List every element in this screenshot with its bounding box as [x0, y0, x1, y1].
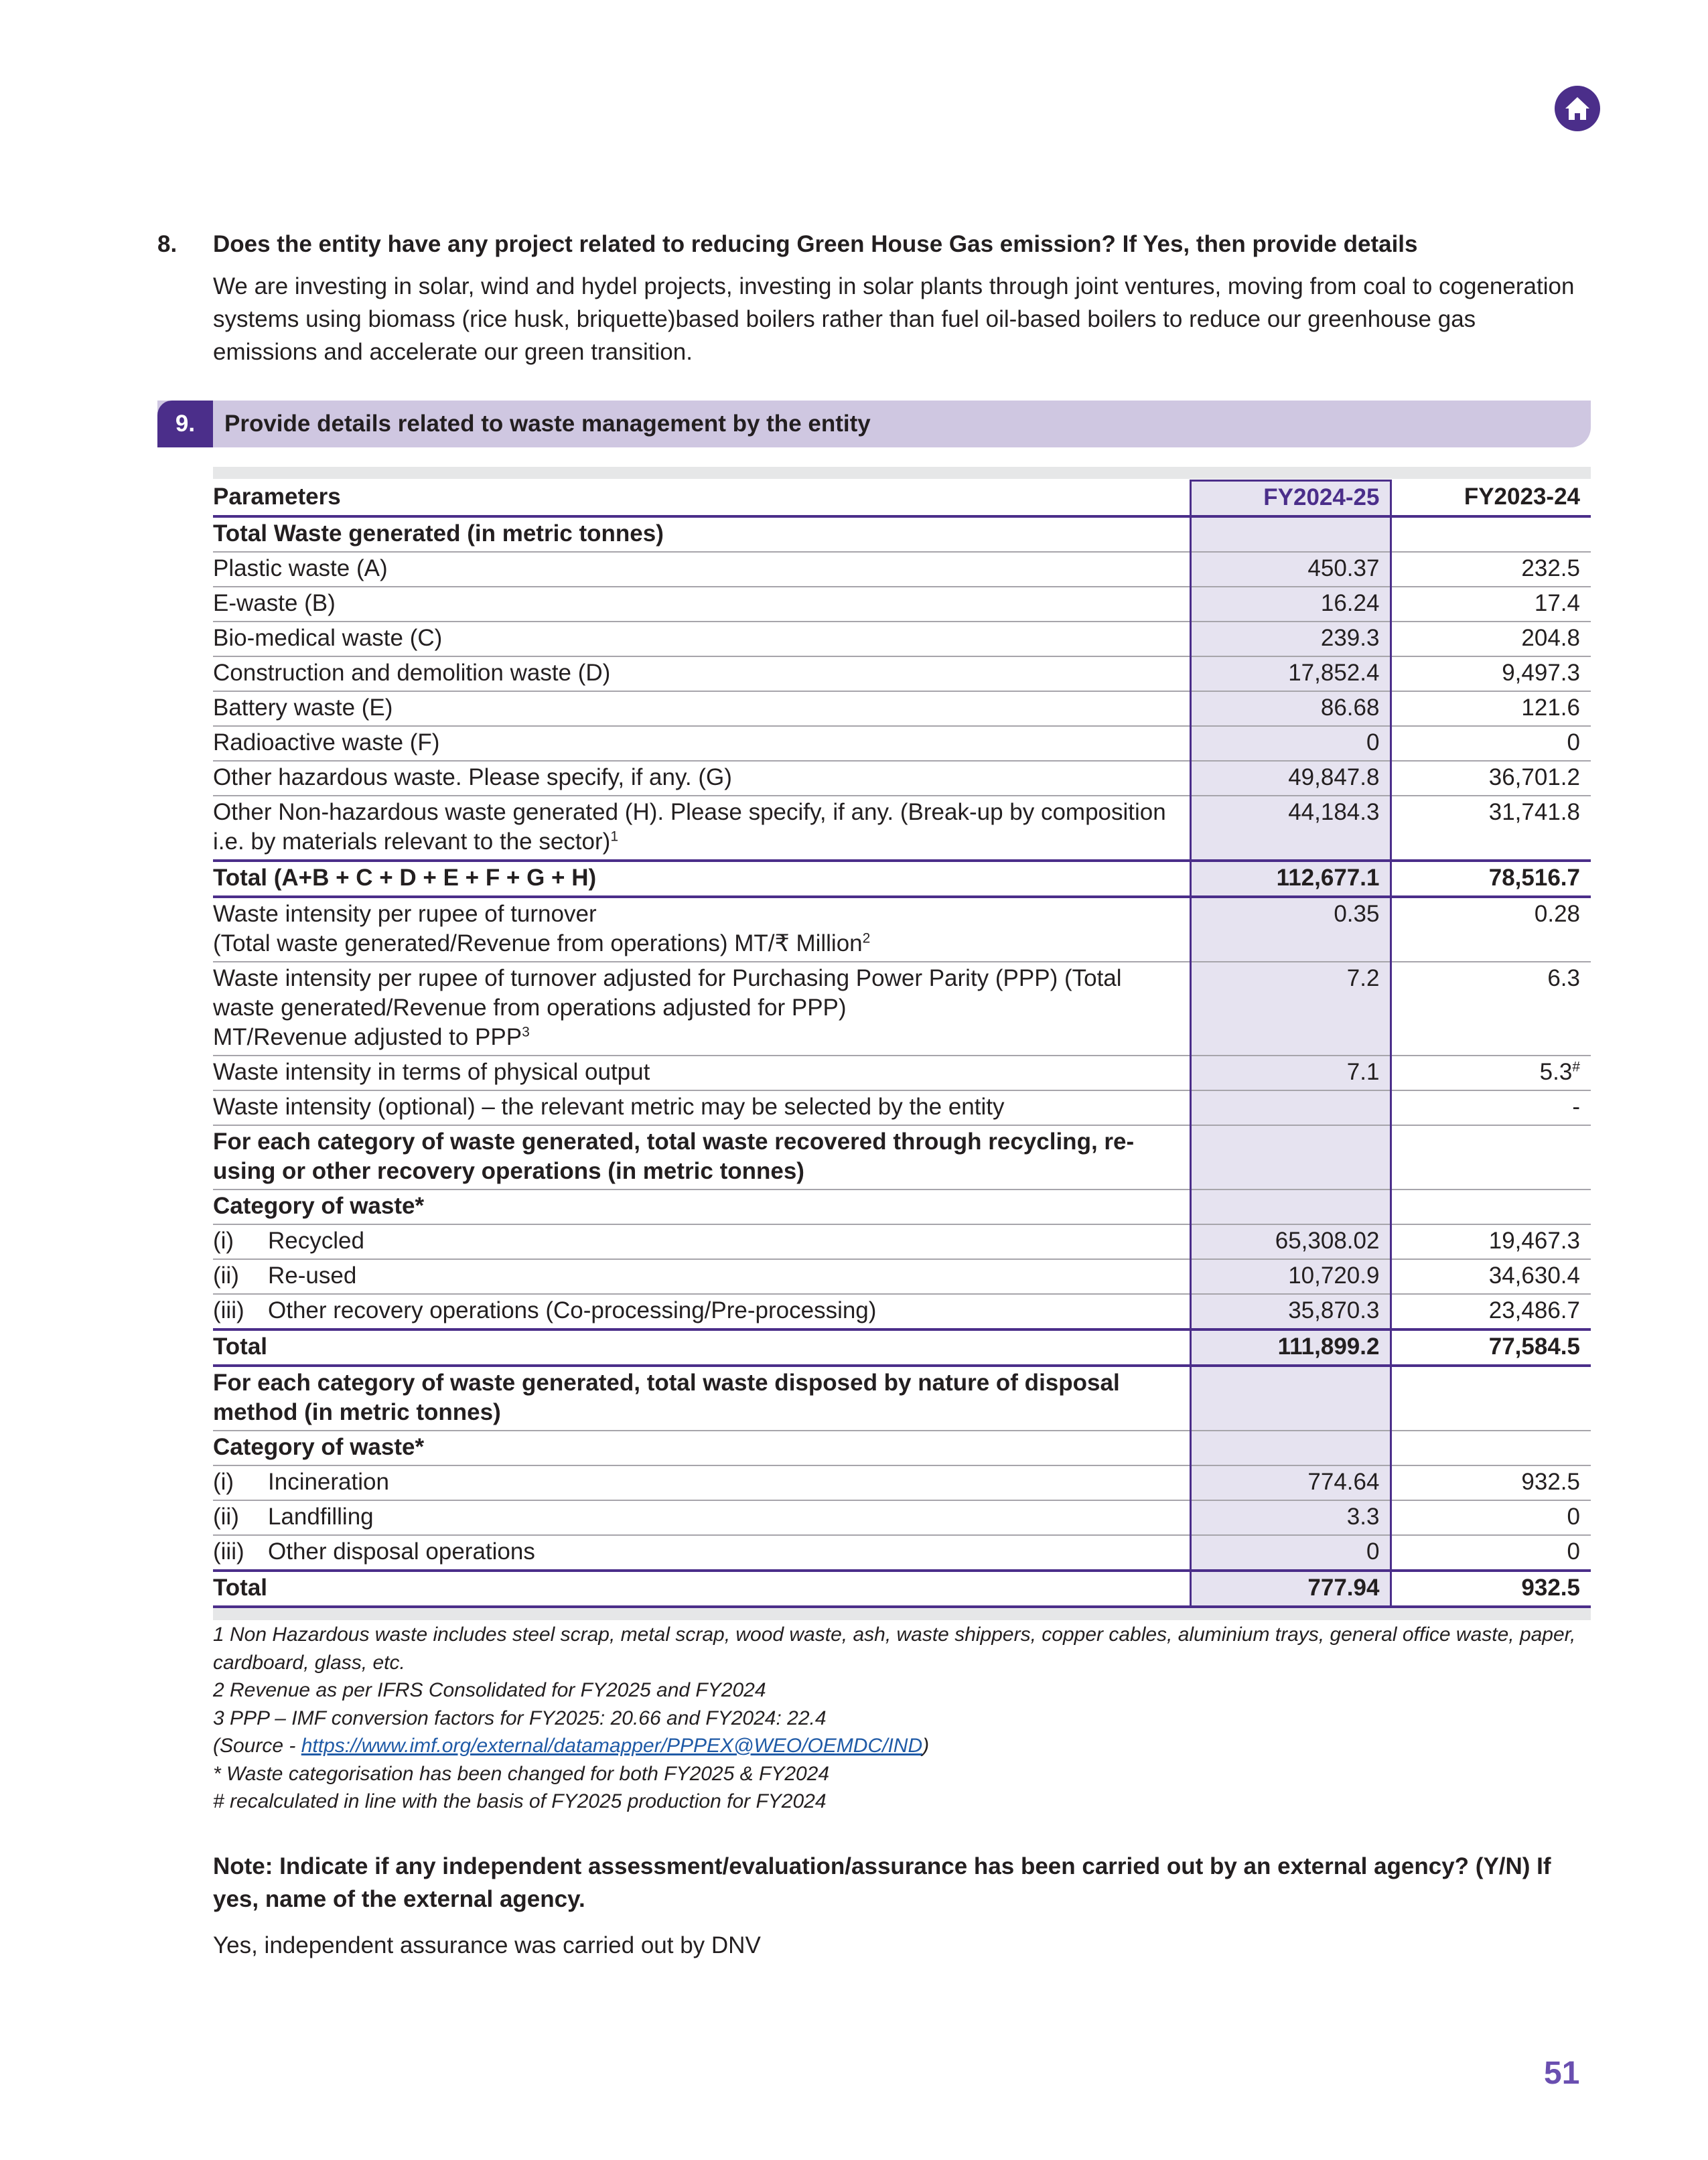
parameter-cell — [213, 1431, 1191, 1465]
fy2023-24-value — [1391, 897, 1591, 962]
parameter-label: Other disposal operations — [268, 1538, 535, 1565]
fy2024-25-value — [1191, 861, 1391, 897]
fy2024-25-value — [1191, 656, 1391, 691]
parameter-cell — [213, 861, 1191, 897]
fy2024-25-value — [1191, 587, 1391, 622]
fy2024-25-value — [1191, 516, 1391, 552]
fy2024-25-value — [1191, 796, 1391, 861]
parameter-label: Plastic waste (A) — [213, 555, 388, 581]
section-title: Provide details related to waste management by the entity — [224, 411, 871, 437]
row-index: (i) — [213, 1469, 234, 1495]
fy2024-25-value — [1191, 1500, 1391, 1535]
value: 450.37 — [1307, 555, 1380, 581]
parameter-cell — [213, 622, 1191, 656]
value: 86.68 — [1320, 695, 1380, 721]
parameter-label: Waste intensity in terms of physical output — [213, 1059, 650, 1085]
imf-source-link[interactable]: https://www.imf.org/external/datamapper/PPPEX@WEO/OEMDC/IND — [301, 1735, 923, 1757]
assurance-note-question: Note: Indicate if any independent assessment/evaluation/assurance has been carried out by an external agency? (Y/N) If yes, name of the external agency. — [213, 1853, 1551, 1912]
table-row — [213, 1224, 1591, 1259]
fy2023-24-value — [1391, 761, 1591, 796]
table-total-row — [213, 861, 1591, 897]
value: 121.6 — [1521, 695, 1580, 721]
parameter-cell — [213, 516, 1191, 552]
value: 0 — [1567, 1504, 1580, 1530]
value: 239.3 — [1320, 625, 1380, 651]
value: 49,847.8 — [1288, 764, 1380, 790]
parameter-label: Waste intensity (optional) – the relevant metric may be selected by the entity — [213, 1094, 1005, 1120]
fy2024-25-value — [1191, 1366, 1391, 1431]
parameter-cell — [213, 897, 1191, 962]
section-9-header — [157, 401, 1591, 447]
value: 932.5 — [1521, 1469, 1580, 1495]
fy2023-24-value — [1391, 691, 1591, 726]
table-row — [213, 622, 1591, 656]
value: 78,516.7 — [1488, 865, 1580, 891]
parameter-cell — [213, 1125, 1191, 1190]
fy2024-25-value — [1191, 1190, 1391, 1224]
fy2023-24-value — [1391, 1259, 1591, 1294]
row-index: (iii) — [213, 1297, 244, 1323]
parameter-cell — [213, 1190, 1191, 1224]
table-bottom-strip — [213, 1608, 1591, 1620]
parameter-label: For each category of waste generated, total waste recovered through recycling, re-using or other recovery operations (in metric tonnes) — [213, 1129, 1135, 1184]
parameter-cell — [213, 726, 1191, 761]
table-row — [213, 962, 1591, 1056]
question-answer: We are investing in solar, wind and hydel projects, investing in solar plants through joint ventures, moving from coal to cogeneration systems using biomass (rice husk, briquette)based boilers rather than fuel oil-based boilers to reduce our greenhouse gas emissions and accelerate our green transition. — [213, 273, 1575, 365]
value: 0.35 — [1334, 901, 1380, 927]
fy2024-25-value — [1191, 761, 1391, 796]
parameter-cell — [213, 1571, 1191, 1607]
table-row — [213, 1500, 1591, 1535]
parameter-label: Bio-medical waste (C) — [213, 625, 443, 651]
parameter-label: Total (A+B + C + D + E + F + G + H) — [213, 865, 597, 891]
value: 36,701.2 — [1488, 764, 1580, 790]
fy2023-24-value — [1391, 1366, 1591, 1431]
fy2024-25-value — [1191, 726, 1391, 761]
value: 932.5 — [1521, 1575, 1580, 1601]
fy2024-25-value — [1191, 1535, 1391, 1571]
value: 7.1 — [1346, 1059, 1380, 1085]
value: 111,899.2 — [1277, 1334, 1380, 1360]
value: 23,486.7 — [1488, 1297, 1580, 1323]
parameter-label: Other recovery operations (Co-processing/Pre-processing) — [268, 1297, 877, 1323]
fy2024-25-value — [1191, 1224, 1391, 1259]
fy2024-25-value — [1191, 1259, 1391, 1294]
parameter-cell — [213, 761, 1191, 796]
table-row — [213, 516, 1591, 552]
question-title: Does the entity have any project related to reducing Green House Gas emission? If Yes, then provide details — [213, 231, 1418, 257]
column-header-fy2023-24: FY2023-24 — [1391, 481, 1591, 517]
fy2023-24-value — [1391, 516, 1591, 552]
home-icon — [1563, 95, 1591, 122]
value: 35,870.3 — [1288, 1297, 1380, 1323]
value: 777.94 — [1307, 1575, 1380, 1601]
footnote-1: 1 Non Hazardous waste includes steel scrap, metal scrap, wood waste, ash, waste shippers, copper cables, aluminium trays, general office waste, paper, cardboard, glass, etc. — [213, 1624, 1576, 1674]
footnote-3: 3 PPP – IMF conversion factors for FY2025: 20.66 and FY2024: 22.4 — [213, 1707, 827, 1729]
value: 0 — [1567, 729, 1580, 755]
parameter-cell — [213, 552, 1191, 587]
footnote-ref: # — [1572, 1059, 1580, 1075]
footnotes — [213, 1621, 1593, 1816]
value: 6.3 — [1547, 965, 1580, 991]
footnote-ref: 1 — [610, 829, 618, 845]
parameter-cell — [213, 1500, 1191, 1535]
fy2023-24-value — [1391, 1190, 1591, 1224]
value: 232.5 — [1521, 555, 1580, 581]
table-row — [213, 1125, 1591, 1190]
value: 77,584.5 — [1488, 1334, 1580, 1360]
waste-management-table — [213, 480, 1591, 1608]
fy2023-24-value — [1391, 796, 1591, 861]
parameter-cell — [213, 1090, 1191, 1125]
fy2024-25-value — [1191, 1465, 1391, 1500]
fy2024-25-value — [1191, 1056, 1391, 1090]
table-top-strip — [213, 467, 1591, 479]
value: 16.24 — [1320, 590, 1380, 616]
parameter-label: For each category of waste generated, total waste disposed by nature of disposal method (in metric tonnes) — [213, 1370, 1120, 1425]
column-header-parameters: Parameters — [213, 481, 1191, 517]
parameter-cell — [213, 1535, 1191, 1571]
fy2023-24-value — [1391, 1090, 1591, 1125]
parameter-label: Total — [213, 1334, 268, 1360]
value: 3.3 — [1346, 1504, 1380, 1530]
value: 65,308.02 — [1275, 1228, 1380, 1254]
parameter-label: Re-used — [268, 1263, 357, 1289]
value: 44,184.3 — [1288, 799, 1380, 825]
parameter-label: Total Waste generated (in metric tonnes) — [213, 520, 664, 547]
value: 17.4 — [1534, 590, 1580, 616]
value: 17,852.4 — [1288, 660, 1380, 686]
fy2024-25-value — [1191, 962, 1391, 1056]
footnote-star: * Waste categorisation has been changed for both FY2025 & FY2024 — [213, 1762, 830, 1785]
table-row — [213, 1366, 1591, 1431]
parameter-label: Recycled — [268, 1228, 364, 1254]
table-row — [213, 1190, 1591, 1224]
table-row — [213, 897, 1591, 962]
table-total-row — [213, 1571, 1591, 1607]
parameter-cell — [213, 1329, 1191, 1366]
parameter-label: Total — [213, 1575, 268, 1601]
parameter-cell — [213, 656, 1191, 691]
parameter-label: Category of waste* — [213, 1434, 425, 1460]
fy2023-24-value — [1391, 1224, 1591, 1259]
parameter-label: Other hazardous waste. Please specify, if any. (G) — [213, 764, 732, 790]
value: 204.8 — [1521, 625, 1580, 651]
parameter-cell — [213, 962, 1191, 1056]
fy2024-25-value — [1191, 1431, 1391, 1465]
parameter-label: E-waste (B) — [213, 590, 336, 616]
fy2023-24-value — [1391, 726, 1591, 761]
footnote-ref: 2 — [862, 930, 871, 946]
row-index: (iii) — [213, 1538, 244, 1565]
parameter-label: Radioactive waste (F) — [213, 729, 440, 755]
fy2024-25-value — [1191, 1090, 1391, 1125]
table-row — [213, 796, 1591, 861]
fy2023-24-value — [1391, 622, 1591, 656]
value: 0 — [1366, 729, 1380, 755]
home-button[interactable] — [1555, 86, 1600, 131]
footnote-2: 2 Revenue as per IFRS Consolidated for FY2025 and FY2024 — [213, 1679, 766, 1701]
fy2023-24-value — [1391, 1465, 1591, 1500]
table-row — [213, 691, 1591, 726]
fy2023-24-value — [1391, 861, 1591, 897]
table-row — [213, 1294, 1591, 1329]
table-row — [213, 761, 1591, 796]
fy2024-25-value — [1191, 1571, 1391, 1607]
value: 5.3 — [1539, 1059, 1573, 1085]
parameter-label-line2: (Total waste generated/Revenue from operations) MT/₹ Million — [213, 930, 863, 956]
parameter-cell — [213, 1056, 1191, 1090]
footnote-ref: 3 — [522, 1024, 530, 1040]
fy2023-24-value — [1391, 1294, 1591, 1329]
value: 34,630.4 — [1488, 1263, 1580, 1289]
table-row — [213, 1090, 1591, 1125]
parameter-cell — [213, 691, 1191, 726]
fy2024-25-value — [1191, 1294, 1391, 1329]
fy2024-25-value — [1191, 552, 1391, 587]
table-header-row — [213, 481, 1591, 517]
parameter-label: Category of waste* — [213, 1193, 425, 1219]
fy2023-24-value — [1391, 1500, 1591, 1535]
column-header-fy2024-25: FY2024-25 — [1191, 481, 1391, 517]
question-number: 8. — [157, 231, 177, 257]
value: 19,467.3 — [1488, 1228, 1580, 1254]
fy2023-24-value — [1391, 1056, 1591, 1090]
parameter-label: Waste intensity per rupee of turnover — [213, 901, 597, 927]
value: 0 — [1366, 1538, 1380, 1565]
fy2024-25-value — [1191, 691, 1391, 726]
value: 0.28 — [1534, 901, 1580, 927]
table-row — [213, 552, 1591, 587]
fy2023-24-value — [1391, 1329, 1591, 1366]
fy2024-25-value — [1191, 622, 1391, 656]
fy2024-25-value — [1191, 1125, 1391, 1190]
fy2023-24-value — [1391, 587, 1591, 622]
fy2023-24-value — [1391, 656, 1591, 691]
footnote-source: (Source - https://www.imf.org/external/datamapper/PPPEX@WEO/OEMDC/IND) — [213, 1735, 930, 1757]
parameter-cell — [213, 587, 1191, 622]
fy2024-25-value — [1191, 897, 1391, 962]
parameter-cell — [213, 1259, 1191, 1294]
section-number: 9. — [157, 401, 213, 447]
fy2023-24-value — [1391, 1431, 1591, 1465]
table-row — [213, 587, 1591, 622]
value: 10,720.9 — [1288, 1263, 1380, 1289]
fy2023-24-value — [1391, 962, 1591, 1056]
parameter-label: Other Non-hazardous waste generated (H). Please specify, if any. (Break-up by composition i.e. by materials relevant to the sector) — [213, 799, 1166, 855]
table-row — [213, 1465, 1591, 1500]
value: 112,677.1 — [1276, 865, 1380, 891]
table-row — [213, 656, 1591, 691]
value: 31,741.8 — [1488, 799, 1580, 825]
table-row — [213, 1056, 1591, 1090]
parameter-label: Battery waste (E) — [213, 695, 393, 721]
parameter-label: Landfilling — [268, 1504, 374, 1530]
parameter-label: Construction and demolition waste (D) — [213, 660, 611, 686]
table-row — [213, 1259, 1591, 1294]
page-number: 51 — [1544, 2056, 1580, 2091]
table-total-row — [213, 1329, 1591, 1366]
table-row — [213, 1431, 1591, 1465]
parameter-cell — [213, 1294, 1191, 1329]
value: 774.64 — [1307, 1469, 1380, 1495]
parameter-label-line2: MT/Revenue adjusted to PPP — [213, 1024, 522, 1050]
parameter-cell — [213, 1366, 1191, 1431]
fy2023-24-value — [1391, 552, 1591, 587]
row-index: (ii) — [213, 1263, 239, 1289]
fy2023-24-value — [1391, 1571, 1591, 1607]
value: 7.2 — [1346, 965, 1380, 991]
value: 9,497.3 — [1502, 660, 1580, 686]
parameter-cell — [213, 796, 1191, 861]
table-row — [213, 726, 1591, 761]
parameter-label: Incineration — [268, 1469, 389, 1495]
value: - — [1572, 1094, 1580, 1120]
parameter-cell — [213, 1465, 1191, 1500]
footnote-hash: # recalculated in line with the basis of FY2025 production for FY2024 — [213, 1790, 827, 1812]
fy2023-24-value — [1391, 1535, 1591, 1571]
fy2023-24-value — [1391, 1125, 1591, 1190]
assurance-note-answer: Yes, independent assurance was carried out by DNV — [213, 1932, 761, 1958]
parameter-label: Waste intensity per rupee of turnover adjusted for Purchasing Power Parity (PPP) (Total waste generated/Revenue from operations adjusted for PPP) — [213, 965, 1122, 1021]
parameter-cell — [213, 1224, 1191, 1259]
fy2024-25-value — [1191, 1329, 1391, 1366]
row-index: (i) — [213, 1228, 234, 1254]
table-row — [213, 1535, 1591, 1571]
row-index: (ii) — [213, 1504, 239, 1530]
value: 0 — [1567, 1538, 1580, 1565]
